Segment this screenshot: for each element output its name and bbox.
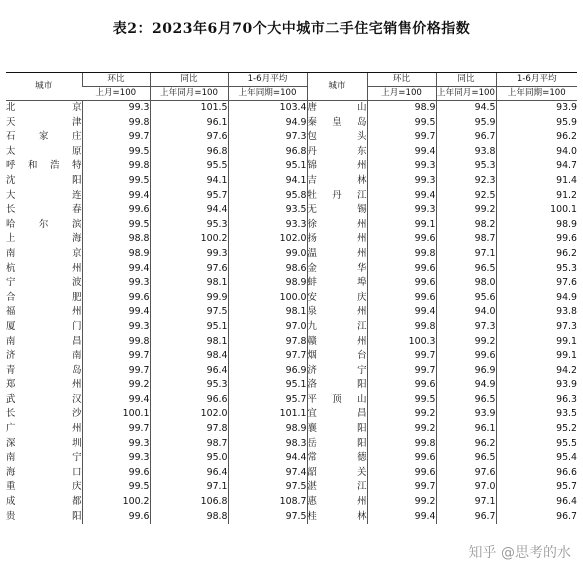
right-avg-cell: 93.8 xyxy=(496,305,577,320)
left-mom-cell: 99.3 xyxy=(82,437,150,452)
right-yoy-cell: 92.5 xyxy=(436,189,496,204)
right-yoy-cell: 93.8 xyxy=(436,145,496,160)
table-row xyxy=(6,437,577,452)
left-city-cell: 哈尔滨 xyxy=(6,218,82,230)
left-city-cell: 上 海 xyxy=(6,233,82,245)
right-city-cell: 安 庆 xyxy=(307,291,367,306)
right-city-cell: 无 锡 xyxy=(307,203,367,218)
left-mom-cell: 99.8 xyxy=(82,159,150,174)
left-city-cell: 大 连 xyxy=(6,189,82,201)
table-row xyxy=(6,407,577,422)
right-city-cell: 烟 台 xyxy=(307,349,367,364)
right-city-cell: 吉 林 xyxy=(307,174,367,189)
right-yoy-cell: 95.6 xyxy=(436,291,496,306)
right-avg-cell: 95.3 xyxy=(496,262,577,277)
left-mom-cell: 99.5 xyxy=(82,480,150,495)
left-mom-cell: 99.4 xyxy=(82,262,150,277)
right-city-cell: 襄 阳 xyxy=(307,422,367,437)
left-yoy-cell: 97.6 xyxy=(150,130,228,145)
right-yoy-cell: 94.0 xyxy=(436,305,496,320)
right-yoy-cell: 94.9 xyxy=(436,378,496,393)
header-yoy-sub-2: 上年同月=100 xyxy=(436,87,496,101)
left-city-cell: 沈 阳 xyxy=(6,174,82,186)
right-avg-cell: 96.3 xyxy=(496,393,577,408)
left-yoy-cell: 98.1 xyxy=(150,335,228,350)
right-city-cell: 常 德 xyxy=(307,451,367,466)
left-avg-cell: 94.9 xyxy=(228,116,307,131)
right-city-cell: 丹 东 xyxy=(307,145,367,160)
price-index-table xyxy=(6,72,577,524)
left-yoy-cell: 96.1 xyxy=(150,116,228,131)
watermark: 知乎 @思考的水 xyxy=(468,545,571,561)
left-yoy-cell: 97.5 xyxy=(150,305,228,320)
right-mom-cell: 99.2 xyxy=(367,495,436,510)
right-city-cell: 平顶山 xyxy=(307,393,367,408)
header-yoy-sub: 上年同月=100 xyxy=(150,87,228,101)
left-yoy-cell: 95.0 xyxy=(150,451,228,466)
right-avg-cell: 95.4 xyxy=(496,451,577,466)
right-city-cell: 九 江 xyxy=(307,320,367,335)
table-row xyxy=(6,159,577,174)
right-city-cell: 扬 州 xyxy=(307,232,367,247)
right-avg-cell: 94.7 xyxy=(496,159,577,174)
left-yoy-cell: 94.1 xyxy=(150,174,228,189)
right-yoy-cell: 99.6 xyxy=(436,349,496,364)
left-avg-cell: 97.7 xyxy=(228,349,307,364)
left-city-cell: 福 州 xyxy=(6,306,82,318)
right-mom-cell: 99.4 xyxy=(367,305,436,320)
left-mom-cell: 99.4 xyxy=(82,305,150,320)
left-mom-cell: 99.6 xyxy=(82,203,150,218)
table-row xyxy=(6,335,577,350)
table-row xyxy=(6,218,577,233)
right-city-cell: 桂 林 xyxy=(307,510,367,525)
right-yoy-cell: 97.1 xyxy=(436,247,496,262)
right-city-cell: 湛 江 xyxy=(307,480,367,495)
right-mom-cell: 99.7 xyxy=(367,130,436,145)
left-yoy-cell: 96.4 xyxy=(150,364,228,379)
left-mom-cell: 98.8 xyxy=(82,232,150,247)
left-yoy-cell: 99.3 xyxy=(150,247,228,262)
left-yoy-cell: 98.8 xyxy=(150,510,228,525)
right-city-cell: 包 头 xyxy=(307,130,367,145)
left-avg-cell: 103.4 xyxy=(228,101,307,116)
right-city-cell: 唐 山 xyxy=(307,101,367,116)
left-mom-cell: 99.7 xyxy=(82,349,150,364)
table-row xyxy=(6,451,577,466)
right-avg-cell: 96.2 xyxy=(496,247,577,262)
left-city-cell: 海 口 xyxy=(6,466,82,478)
left-avg-cell: 98.6 xyxy=(228,262,307,277)
left-avg-cell: 95.1 xyxy=(228,159,307,174)
right-yoy-cell: 96.5 xyxy=(436,393,496,408)
left-yoy-cell: 96.4 xyxy=(150,466,228,481)
right-city-cell: 温 州 xyxy=(307,247,367,262)
left-yoy-cell: 94.4 xyxy=(150,203,228,218)
table-row xyxy=(6,130,577,145)
right-avg-cell: 96.6 xyxy=(496,466,577,481)
left-mom-cell: 99.4 xyxy=(82,189,150,204)
right-mom-cell: 99.6 xyxy=(367,466,436,481)
left-yoy-cell: 102.0 xyxy=(150,407,228,422)
right-avg-cell: 94.2 xyxy=(496,364,577,379)
right-city-cell: 岳 阳 xyxy=(307,437,367,452)
right-city-cell: 韶 关 xyxy=(307,466,367,481)
right-yoy-cell: 97.3 xyxy=(436,320,496,335)
right-city-cell: 惠 州 xyxy=(307,495,367,510)
right-mom-cell: 99.8 xyxy=(367,247,436,262)
header-avg-2: 1-6月平均 xyxy=(496,73,577,87)
left-yoy-cell: 95.3 xyxy=(150,378,228,393)
left-city-cell: 重 庆 xyxy=(6,481,82,493)
left-yoy-cell: 96.8 xyxy=(150,145,228,160)
right-avg-cell: 93.9 xyxy=(496,378,577,393)
right-city-cell: 赣 州 xyxy=(307,335,367,350)
left-avg-cell: 108.7 xyxy=(228,495,307,510)
table-row xyxy=(6,495,577,510)
left-mom-cell: 99.6 xyxy=(82,466,150,481)
left-mom-cell: 99.6 xyxy=(82,291,150,306)
right-yoy-cell: 96.7 xyxy=(436,510,496,525)
right-city-cell: 金 华 xyxy=(307,262,367,277)
right-mom-cell: 99.2 xyxy=(367,407,436,422)
table-row xyxy=(6,393,577,408)
table-row xyxy=(6,203,577,218)
right-avg-cell: 93.9 xyxy=(496,101,577,116)
left-avg-cell: 97.4 xyxy=(228,466,307,481)
table-row xyxy=(6,116,577,131)
right-city-cell: 泉 州 xyxy=(307,305,367,320)
left-yoy-cell: 101.5 xyxy=(150,101,228,116)
right-mom-cell: 99.8 xyxy=(367,320,436,335)
left-city-cell: 杭 州 xyxy=(6,262,82,274)
table-row xyxy=(6,364,577,379)
right-mom-cell: 100.3 xyxy=(367,335,436,350)
table-row xyxy=(6,174,577,189)
right-mom-cell: 99.6 xyxy=(367,276,436,291)
left-yoy-cell: 98.4 xyxy=(150,349,228,364)
right-yoy-cell: 96.7 xyxy=(436,130,496,145)
left-yoy-cell: 95.7 xyxy=(150,189,228,204)
left-mom-cell: 99.5 xyxy=(82,174,150,189)
table-row xyxy=(6,422,577,437)
left-mom-cell: 100.2 xyxy=(82,495,150,510)
right-avg-cell: 99.6 xyxy=(496,232,577,247)
left-mom-cell: 99.5 xyxy=(82,218,150,233)
left-avg-cell: 97.3 xyxy=(228,130,307,145)
left-avg-cell: 99.0 xyxy=(228,247,307,262)
left-city-cell: 南 昌 xyxy=(6,335,82,347)
left-city-cell: 北 京 xyxy=(6,101,82,116)
left-city-cell: 贵 阳 xyxy=(6,510,82,522)
left-avg-cell: 101.1 xyxy=(228,407,307,422)
table-row xyxy=(6,349,577,364)
right-yoy-cell: 93.9 xyxy=(436,407,496,422)
left-avg-cell: 93.5 xyxy=(228,203,307,218)
right-yoy-cell: 98.7 xyxy=(436,232,496,247)
left-avg-cell: 98.9 xyxy=(228,276,307,291)
left-avg-cell: 96.9 xyxy=(228,364,307,379)
right-mom-cell: 99.7 xyxy=(367,480,436,495)
left-avg-cell: 97.5 xyxy=(228,510,307,525)
table-row xyxy=(6,145,577,160)
right-avg-cell: 96.4 xyxy=(496,495,577,510)
left-yoy-cell: 96.6 xyxy=(150,393,228,408)
left-city-cell: 成 都 xyxy=(6,496,82,508)
header-mom-2: 环比 xyxy=(367,73,436,87)
left-city-cell: 青 岛 xyxy=(6,364,82,376)
right-avg-cell: 100.1 xyxy=(496,203,577,218)
right-mom-cell: 99.6 xyxy=(367,262,436,277)
left-city-cell: 太 原 xyxy=(6,145,82,157)
table-row xyxy=(6,305,577,320)
right-mom-cell: 99.6 xyxy=(367,378,436,393)
right-avg-cell: 95.5 xyxy=(496,437,577,452)
table-row xyxy=(6,101,577,116)
right-avg-cell: 91.2 xyxy=(496,189,577,204)
left-yoy-cell: 100.2 xyxy=(150,232,228,247)
right-mom-cell: 99.3 xyxy=(367,203,436,218)
right-mom-cell: 99.4 xyxy=(367,145,436,160)
right-yoy-cell: 94.5 xyxy=(436,101,496,116)
left-mom-cell: 99.7 xyxy=(82,130,150,145)
left-mom-cell: 99.6 xyxy=(82,510,150,525)
table-row xyxy=(6,232,577,247)
right-city-cell: 济 宁 xyxy=(307,364,367,379)
right-mom-cell: 99.5 xyxy=(367,116,436,131)
right-avg-cell: 98.9 xyxy=(496,218,577,233)
right-yoy-cell: 96.1 xyxy=(436,422,496,437)
right-yoy-cell: 95.3 xyxy=(436,159,496,174)
left-avg-cell: 94.1 xyxy=(228,174,307,189)
left-avg-cell: 98.1 xyxy=(228,305,307,320)
left-avg-cell: 97.8 xyxy=(228,335,307,350)
left-avg-cell: 98.3 xyxy=(228,437,307,452)
left-mom-cell: 99.7 xyxy=(82,364,150,379)
left-mom-cell: 99.3 xyxy=(82,101,150,116)
page-title: 表2：2023年6月70个大中城市二手住宅销售价格指数 xyxy=(112,21,471,37)
right-mom-cell: 99.4 xyxy=(367,510,436,525)
left-avg-cell: 95.1 xyxy=(228,378,307,393)
right-mom-cell: 99.6 xyxy=(367,232,436,247)
left-mom-cell: 99.7 xyxy=(82,422,150,437)
right-avg-cell: 95.2 xyxy=(496,422,577,437)
header-mom: 环比 xyxy=(82,73,150,87)
header-city-2: 城市 xyxy=(307,73,367,101)
left-city-cell: 天 津 xyxy=(6,116,82,128)
left-yoy-cell: 95.3 xyxy=(150,218,228,233)
left-city-cell: 呼和浩特 xyxy=(6,160,82,172)
left-avg-cell: 95.8 xyxy=(228,189,307,204)
left-mom-cell: 99.3 xyxy=(82,320,150,335)
right-avg-cell: 91.4 xyxy=(496,174,577,189)
right-mom-cell: 99.2 xyxy=(367,422,436,437)
right-avg-cell: 95.9 xyxy=(496,116,577,131)
right-avg-cell: 95.7 xyxy=(496,480,577,495)
left-city-cell: 合 肥 xyxy=(6,291,82,303)
left-avg-cell: 93.3 xyxy=(228,218,307,233)
left-mom-cell: 99.4 xyxy=(82,393,150,408)
left-yoy-cell: 106.8 xyxy=(150,495,228,510)
left-avg-cell: 97.5 xyxy=(228,480,307,495)
header-city: 城市 xyxy=(6,73,82,101)
right-yoy-cell: 99.2 xyxy=(436,335,496,350)
left-yoy-cell: 97.8 xyxy=(150,422,228,437)
table-row xyxy=(6,262,577,277)
header-yoy-2: 同比 xyxy=(436,73,496,87)
table-row xyxy=(6,276,577,291)
table-row xyxy=(6,320,577,335)
right-mom-cell: 99.3 xyxy=(367,159,436,174)
header-avg: 1-6月平均 xyxy=(228,73,307,87)
right-mom-cell: 98.9 xyxy=(367,101,436,116)
table-row xyxy=(6,466,577,481)
left-city-cell: 长 沙 xyxy=(6,408,82,420)
left-mom-cell: 98.9 xyxy=(82,247,150,262)
right-city-cell: 宜 昌 xyxy=(307,407,367,422)
header-row-1 xyxy=(6,73,577,87)
left-yoy-cell: 95.5 xyxy=(150,159,228,174)
left-mom-cell: 99.3 xyxy=(82,276,150,291)
left-avg-cell: 102.0 xyxy=(228,232,307,247)
left-avg-cell: 100.0 xyxy=(228,291,307,306)
right-yoy-cell: 95.9 xyxy=(436,116,496,131)
left-city-cell: 石家庄 xyxy=(6,131,82,143)
header-mom-sub: 上月=100 xyxy=(82,87,150,101)
right-mom-cell: 99.3 xyxy=(367,174,436,189)
right-mom-cell: 99.6 xyxy=(367,451,436,466)
header-avg-sub-2: 上年同期=100 xyxy=(496,87,577,101)
left-yoy-cell: 99.9 xyxy=(150,291,228,306)
right-yoy-cell: 97.0 xyxy=(436,480,496,495)
left-city-cell: 深 圳 xyxy=(6,437,82,449)
right-city-cell: 洛 阳 xyxy=(307,378,367,393)
left-yoy-cell: 97.6 xyxy=(150,262,228,277)
left-mom-cell: 99.2 xyxy=(82,378,150,393)
left-yoy-cell: 98.1 xyxy=(150,276,228,291)
right-yoy-cell: 98.2 xyxy=(436,218,496,233)
left-city-cell: 武 汉 xyxy=(6,393,82,405)
right-city-cell: 锦 州 xyxy=(307,159,367,174)
right-avg-cell: 97.3 xyxy=(496,320,577,335)
left-avg-cell: 95.7 xyxy=(228,393,307,408)
left-city-cell: 厦 门 xyxy=(6,320,82,332)
table-row xyxy=(6,189,577,204)
left-avg-cell: 94.4 xyxy=(228,451,307,466)
right-mom-cell: 99.6 xyxy=(367,291,436,306)
left-city-cell: 南 京 xyxy=(6,247,82,259)
left-city-cell: 广 州 xyxy=(6,423,82,435)
right-yoy-cell: 96.5 xyxy=(436,262,496,277)
right-yoy-cell: 97.6 xyxy=(436,466,496,481)
left-city-cell: 济 南 xyxy=(6,350,82,362)
table-row xyxy=(6,291,577,306)
table-row xyxy=(6,510,577,525)
right-yoy-cell: 98.0 xyxy=(436,276,496,291)
right-mom-cell: 99.7 xyxy=(367,349,436,364)
left-city-cell: 南 宁 xyxy=(6,452,82,464)
right-city-cell: 徐 州 xyxy=(307,218,367,233)
left-avg-cell: 96.8 xyxy=(228,145,307,160)
right-yoy-cell: 92.3 xyxy=(436,174,496,189)
right-mom-cell: 99.8 xyxy=(367,437,436,452)
header-avg-sub: 上年同期=100 xyxy=(228,87,307,101)
table-row xyxy=(6,480,577,495)
right-city-cell: 牡丹江 xyxy=(307,189,367,204)
left-city-cell: 郑 州 xyxy=(6,379,82,391)
right-avg-cell: 99.1 xyxy=(496,349,577,364)
right-avg-cell: 94.9 xyxy=(496,291,577,306)
right-avg-cell: 99.1 xyxy=(496,335,577,350)
header-mom-sub-2: 上月=100 xyxy=(367,87,436,101)
right-avg-cell: 94.0 xyxy=(496,145,577,160)
left-avg-cell: 97.0 xyxy=(228,320,307,335)
left-mom-cell: 100.1 xyxy=(82,407,150,422)
right-mom-cell: 99.1 xyxy=(367,218,436,233)
right-yoy-cell: 96.2 xyxy=(436,437,496,452)
right-yoy-cell: 99.2 xyxy=(436,203,496,218)
right-mom-cell: 99.4 xyxy=(367,189,436,204)
left-city-cell: 宁 波 xyxy=(6,277,82,289)
table-row xyxy=(6,247,577,262)
header-row-2 xyxy=(6,87,577,101)
right-yoy-cell: 96.9 xyxy=(436,364,496,379)
right-city-cell: 秦皇岛 xyxy=(307,116,367,131)
right-yoy-cell: 97.1 xyxy=(436,495,496,510)
left-yoy-cell: 97.1 xyxy=(150,480,228,495)
left-yoy-cell: 95.1 xyxy=(150,320,228,335)
right-mom-cell: 99.7 xyxy=(367,364,436,379)
right-avg-cell: 96.2 xyxy=(496,130,577,145)
left-mom-cell: 99.5 xyxy=(82,145,150,160)
right-avg-cell: 97.6 xyxy=(496,276,577,291)
right-city-cell: 蚌 埠 xyxy=(307,276,367,291)
left-city-cell: 长 春 xyxy=(6,204,82,216)
left-mom-cell: 99.8 xyxy=(82,116,150,131)
header-yoy: 同比 xyxy=(150,73,228,87)
left-mom-cell: 99.3 xyxy=(82,451,150,466)
left-avg-cell: 98.9 xyxy=(228,422,307,437)
right-avg-cell: 93.5 xyxy=(496,407,577,422)
left-yoy-cell: 98.7 xyxy=(150,437,228,452)
right-yoy-cell: 96.5 xyxy=(436,451,496,466)
table-row xyxy=(6,378,577,393)
left-mom-cell: 99.8 xyxy=(82,335,150,350)
right-mom-cell: 99.5 xyxy=(367,393,436,408)
right-avg-cell: 96.7 xyxy=(496,510,577,525)
